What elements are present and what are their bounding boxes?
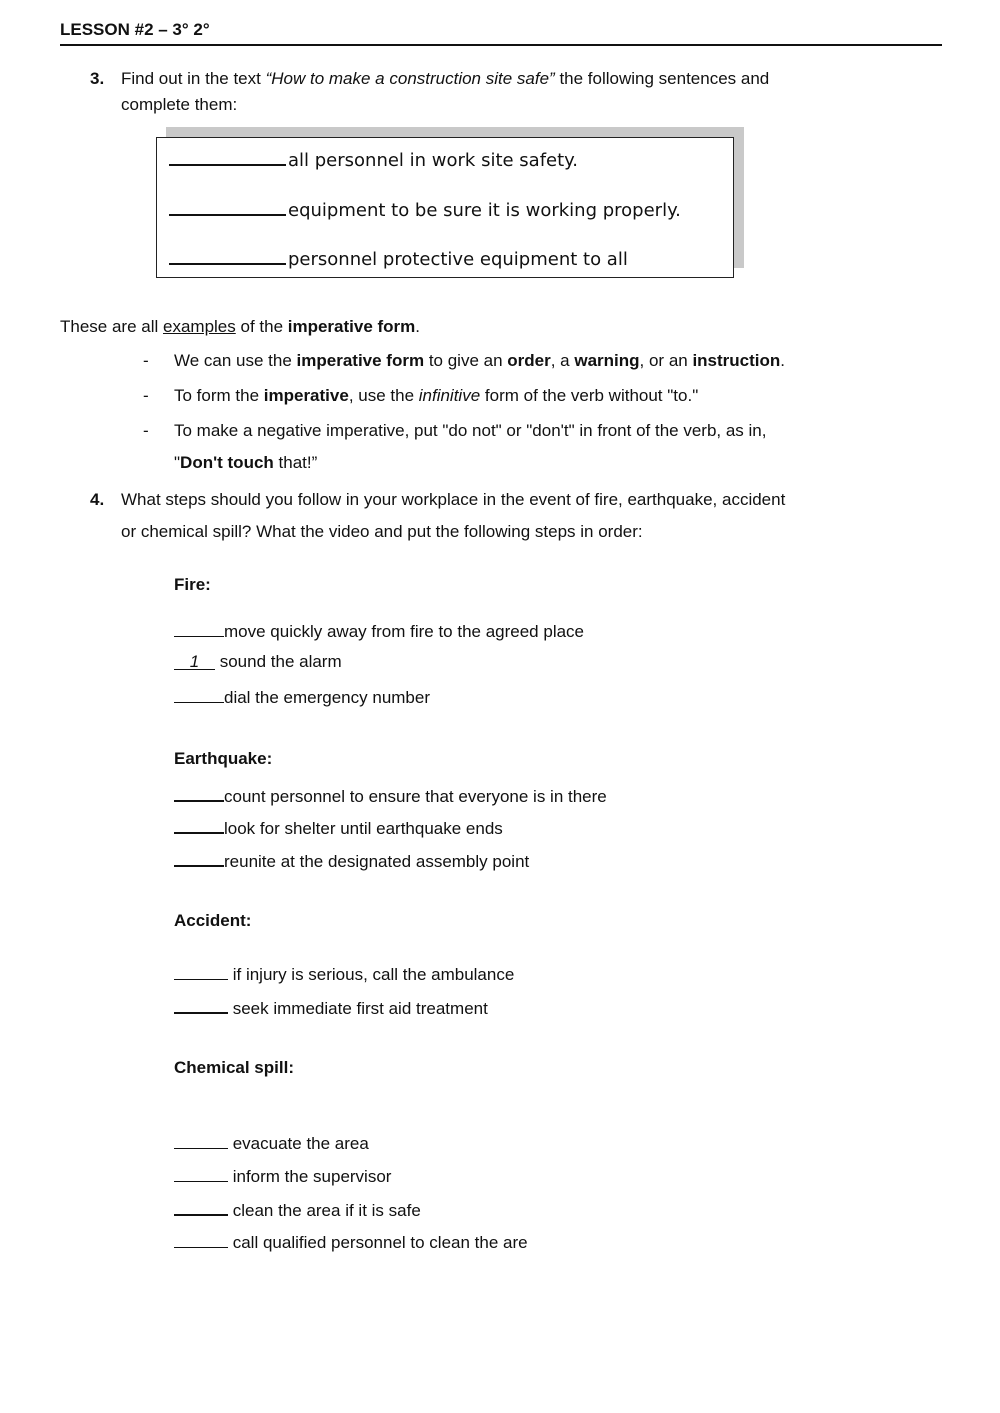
q3-text: Find out in the text (121, 69, 266, 88)
examples-link: examples (163, 317, 236, 336)
q3-title-italic: “How to make a construction site safe” (265, 69, 555, 88)
step-text: sound the alarm (215, 652, 342, 671)
accident-heading: Accident: (174, 911, 252, 930)
bullet-text: , or an (639, 351, 693, 370)
order-blank[interactable] (174, 619, 224, 637)
order-blank[interactable] (174, 848, 224, 867)
header-divider (60, 44, 942, 46)
earthquake-heading: Earthquake: (174, 749, 273, 768)
box-sentence-2 (169, 196, 681, 221)
fire-step (174, 652, 342, 672)
order-blank[interactable] (174, 1197, 228, 1216)
fire-step (174, 685, 430, 708)
bullet-text: form of the verb without "to." (480, 386, 699, 405)
fill-blank[interactable] (169, 245, 286, 265)
bullet-text: . (780, 351, 786, 370)
question-4-line2: or chemical spill? What the video and put the following steps in order: (121, 522, 643, 541)
earthquake-step (174, 815, 503, 839)
fill-blank[interactable] (169, 196, 286, 216)
intro-text: of the (235, 317, 288, 336)
bullet-bold: instruction (692, 351, 781, 370)
order-blank[interactable] (174, 1230, 228, 1248)
chemical-step (174, 1197, 421, 1221)
bullet-text: To form the (174, 386, 264, 405)
bullet-text: that!” (273, 453, 318, 472)
chemical-step (174, 1164, 391, 1187)
bullet-dash: - (143, 351, 149, 370)
box-sentence-3 (169, 245, 628, 270)
step-text: reunite at the designated assembly point (224, 852, 530, 871)
order-blank[interactable] (174, 815, 224, 834)
box-sentence-text: all personnel in work site safety. (288, 150, 578, 171)
bullet-bold: imperative (263, 386, 349, 405)
chemical-step (174, 1131, 369, 1154)
box-sentence-text: equipment to be sure it is working properly. (288, 200, 681, 221)
step-text: evacuate the area (228, 1134, 369, 1153)
fire-heading: Fire: (174, 575, 211, 594)
imperative-intro (60, 317, 420, 337)
order-blank[interactable]: 1 (174, 652, 215, 670)
step-text: dial the emergency number (224, 688, 431, 707)
accident-step (174, 995, 488, 1019)
bullet-dash: - (143, 386, 149, 405)
step-text: move quickly away from fire to the agreed place (224, 622, 585, 641)
bullet-bold: Don't touch (180, 453, 274, 472)
order-blank[interactable] (174, 962, 228, 980)
step-text: seek immediate first aid treatment (228, 999, 488, 1018)
step-text: if injury is serious, call the ambulance (228, 965, 515, 984)
earthquake-step (174, 848, 529, 872)
bullet-3-line1: To make a negative imperative, put "do not" or "don't" in front of the verb, as in, (174, 421, 767, 440)
chemical-spill-heading: Chemical spill: (174, 1058, 294, 1077)
bullet-2 (174, 386, 698, 406)
fill-blank[interactable] (169, 146, 286, 166)
question-3-line1 (121, 66, 769, 92)
bullet-bold: order (507, 351, 551, 370)
bullet-text: , use the (348, 386, 419, 405)
intro-bold: imperative form (287, 317, 416, 336)
order-blank[interactable] (174, 783, 224, 802)
bullet-3-line2 (174, 453, 317, 473)
order-blank[interactable] (174, 685, 224, 703)
step-text: look for shelter until earthquake ends (224, 819, 503, 838)
question-4-line1: What steps should you follow in your workplace in the event of fire, earthquake, accident (121, 490, 786, 509)
bullet-dash: - (143, 421, 149, 440)
bullet-bold: imperative form (296, 351, 425, 370)
order-blank[interactable] (174, 1164, 228, 1182)
order-blank[interactable] (174, 1131, 228, 1149)
accident-step (174, 962, 514, 985)
step-text: call qualified personnel to clean the are (228, 1233, 528, 1252)
order-blank[interactable] (174, 995, 228, 1014)
step-text: count personnel to ensure that everyone is in there (224, 787, 607, 806)
bullet-1 (174, 351, 785, 371)
bullet-text: We can use the (174, 351, 297, 370)
fire-step (174, 619, 584, 642)
earthquake-step (174, 783, 607, 807)
step-text: inform the supervisor (228, 1167, 392, 1186)
bullet-text: to give an (424, 351, 508, 370)
q3-text-end: the following sentences and (554, 69, 770, 88)
sentence-box (156, 137, 734, 278)
question-4-number (90, 487, 104, 513)
question-3-line2: complete them: (121, 95, 238, 114)
chemical-step (174, 1230, 528, 1253)
bullet-text: , a (550, 351, 575, 370)
bullet-bold: warning (574, 351, 640, 370)
q4-number: 4. (90, 490, 105, 509)
bullet-text: " (174, 453, 181, 472)
intro-text: . (415, 317, 421, 336)
question-3-number: 3. (90, 69, 105, 88)
lesson-header: LESSON #2 – 3° 2° (60, 20, 210, 39)
box-sentence-text: personnel protective equipment to all (288, 249, 628, 270)
intro-text: These are all (60, 317, 163, 336)
step-text: clean the area if it is safe (228, 1201, 421, 1220)
box-sentence-1 (169, 146, 578, 171)
question-3 (90, 66, 104, 92)
bullet-italic: infinitive (418, 386, 481, 405)
